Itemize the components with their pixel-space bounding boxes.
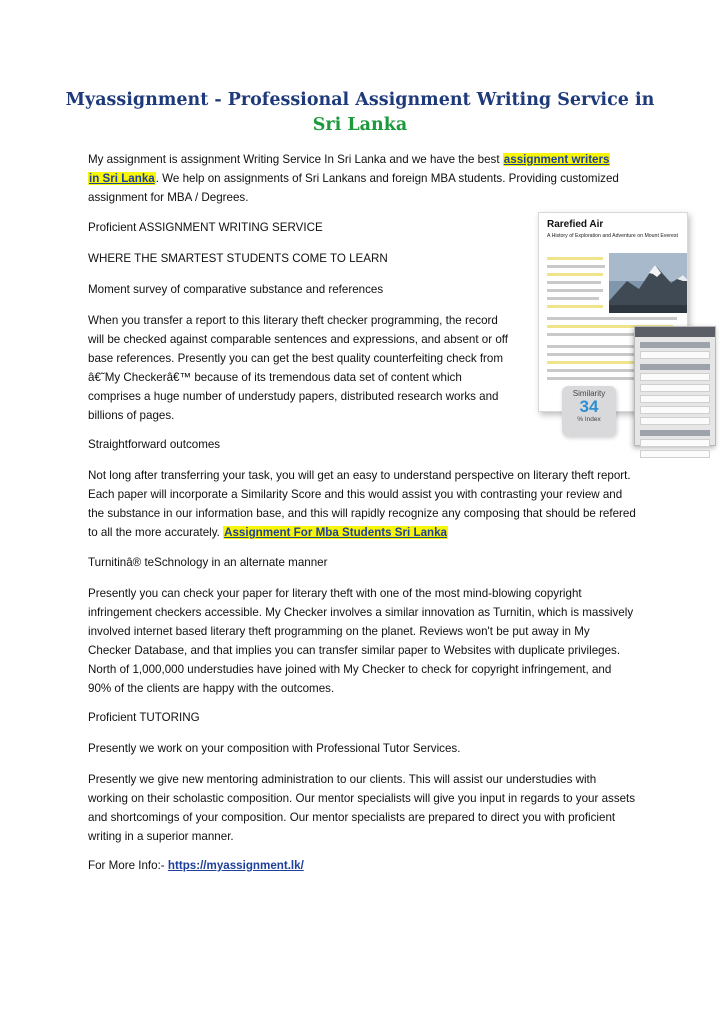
heading-proficient-tutoring: Proficient TUTORING: [88, 711, 200, 724]
page-title: [40, 88, 680, 138]
intro-text-before: My assignment is assignment Writing Service In Sri Lanka and we have the best: [88, 153, 503, 166]
title-line-1: Myassignment - Professional Assignment Writing Service in: [65, 90, 655, 110]
text-line: [547, 353, 639, 356]
heading-straightforward: Straightforward outcomes: [88, 438, 221, 451]
transfer-paragraph: When you transfer a report to this literary theft checker programming, the record will be checked against comparable sentences and expressions, and absent or off base references. Presently you can get the best quality counterfeiting check from â€˜My Checkerâ€™ because of its tremendous data set of content which comprises a huge number of understudy papers, distributed research works and billions of pages.: [88, 314, 508, 422]
website-link[interactable]: https://myassignment.lk/: [167, 859, 304, 872]
document-subtitle: A History of Exploration and Adventure on Mount Everest: [547, 233, 678, 239]
panel-row[interactable]: [640, 406, 710, 414]
similarity-label: Similarity: [572, 389, 606, 398]
text-line: [547, 377, 635, 380]
assignment-writers-link-cont[interactable]: in Sri Lanka: [89, 172, 155, 185]
panel-row[interactable]: [640, 351, 710, 359]
mba-students-link[interactable]: Assignment For Mba Students Sri Lanka: [224, 526, 448, 539]
panel-row[interactable]: [640, 395, 710, 403]
text-line: [547, 257, 603, 260]
not-long-paragraph: [88, 466, 636, 542]
intro-paragraph: [88, 150, 636, 207]
document-title: Rarefied Air: [547, 219, 604, 230]
text-line: [547, 305, 603, 308]
heading-moment-survey: Moment survey of comparative substance and references: [88, 283, 384, 296]
text-line: [547, 361, 641, 364]
tutor-services-line: Presently we work on your composition with Professional Tutor Services.: [88, 742, 461, 755]
intro-text-after: . We help on assignments of Sri Lankans and foreign MBA students. Providing customized assignment for MBA / Degrees.: [88, 172, 619, 204]
title-line-2: Sri Lanka: [312, 115, 408, 135]
text-line: [547, 369, 637, 372]
more-info-line: [88, 856, 636, 875]
mentoring-paragraph: Presently we give new mentoring administration to our clients. This will assist our understudies with working on their scholastic composition. Our mentor specialists will give you input in regards to your assets and shortcomings of your composition. Our mentor specialists are prepared to direct you with proficient writing in a superior manner.: [88, 773, 636, 843]
panel-toggle-row[interactable]: [640, 439, 710, 447]
check-paper-paragraph: Presently you can check your paper for literary theft with one of the most mind-blowing copyright infringement checkers accessible. My Checker involves a similar innovation as Turnitin, which is massively involved internet based literary theft programming on the planet. Reviews won't be put away in My Checker Database, and that implies you can transfer similar paper to Websites with duplicate privileges. North of 1,000,000 understudies have joined with My Checker to check for copyright infringement, and 90% of the clients are happy with the outcomes.: [88, 587, 634, 695]
more-info-label: For More Info:-: [88, 859, 168, 872]
panel-header-bar: [635, 327, 715, 337]
assignment-writers-link[interactable]: assignment writers: [503, 153, 610, 166]
panel-section-header: [640, 430, 710, 436]
panel-row[interactable]: [640, 417, 710, 425]
checker-app-illustration: [532, 208, 716, 448]
not-long-text: Not long after transferring your task, you will get an easy to understand perspective on literary theft report. Each paper will incorporate a Similarity Score and this would assist you with contrasting your review and the substance in our information base, and this will rapidly recognize any composing that should be refered to all the more accurately.: [88, 469, 636, 539]
text-line: [547, 345, 637, 348]
panel-section-header: [640, 364, 710, 370]
panel-section-header: [640, 342, 710, 348]
text-line: [547, 273, 603, 276]
similarity-unit: % Index: [577, 416, 601, 423]
similarity-value: 34: [579, 397, 599, 416]
text-line: [547, 265, 605, 268]
heading-smartest-students: WHERE THE SMARTEST STUDENTS COME TO LEARN: [88, 252, 388, 265]
heading-turnitin: Turnitinâ® teSchnology in an alternate manner: [88, 556, 328, 569]
text-line: [547, 281, 601, 284]
text-line: [547, 297, 599, 300]
text-line: [547, 317, 677, 320]
mountain-photo: [609, 253, 688, 313]
panel-row[interactable]: [640, 384, 710, 392]
similarity-badge: [562, 386, 616, 436]
heading-proficient-writing: Proficient ASSIGNMENT WRITING SERVICE: [88, 221, 323, 234]
info-panel: [634, 326, 716, 446]
panel-row[interactable]: [640, 373, 710, 381]
panel-toggle-row[interactable]: [640, 450, 710, 458]
text-line: [547, 289, 603, 292]
